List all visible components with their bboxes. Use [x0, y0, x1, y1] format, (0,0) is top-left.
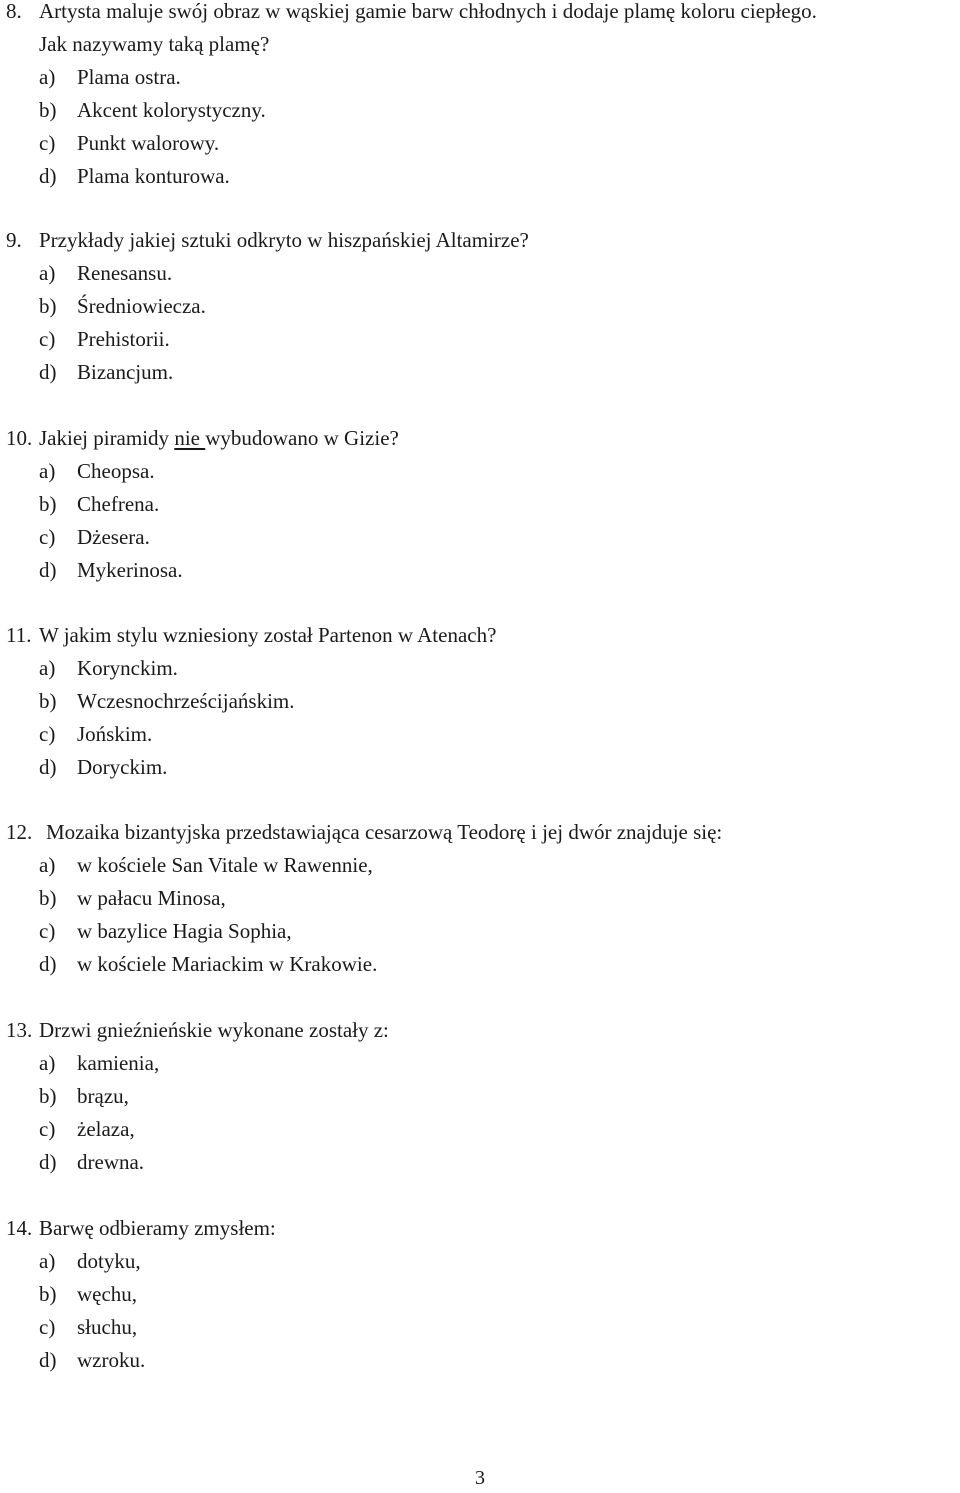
question-13: [0, 1014, 960, 1179]
question-number: 12.: [6, 820, 33, 844]
option-letter: a): [39, 1249, 56, 1273]
question-9: [0, 224, 960, 389]
answer-option: [0, 915, 960, 948]
option-text: brązu,: [77, 1084, 129, 1108]
answer-option: [0, 160, 960, 193]
answer-option: [0, 1146, 960, 1179]
option-letter: d): [39, 164, 57, 188]
option-letter: a): [39, 65, 56, 89]
option-text: w kościele San Vitale w Rawennie,: [77, 853, 373, 877]
option-text: Renesansu.: [77, 261, 173, 285]
option-text: Chefrena.: [77, 492, 160, 516]
answer-option: [0, 455, 960, 488]
question-text-emphasis: nie: [174, 426, 206, 450]
answer-option: [0, 488, 960, 521]
option-text: Cheopsa.: [77, 459, 155, 483]
option-letter: b): [39, 294, 57, 318]
question-text: Przykłady jakiej sztuki odkryto w hiszpańskiej Altamirze?: [39, 228, 529, 252]
question-text-after: wybudowano w Gizie?: [205, 426, 399, 450]
question-number: 10.: [6, 426, 33, 450]
option-text: Plama ostra.: [77, 65, 181, 89]
question-14: [0, 1212, 960, 1377]
question-text: Barwę odbieramy zmysłem:: [39, 1216, 276, 1240]
option-letter: a): [39, 1051, 56, 1075]
option-letter: a): [39, 459, 56, 483]
option-text: Plama konturowa.: [77, 164, 230, 188]
option-text: Akcent kolorystyczny.: [77, 98, 266, 122]
option-letter: b): [39, 886, 57, 910]
option-text: w pałacu Minosa,: [77, 886, 226, 910]
answer-option: [0, 1311, 960, 1344]
option-text: Prehistorii.: [77, 327, 170, 351]
answer-option: [0, 554, 960, 587]
question-number: 14.: [6, 1216, 33, 1240]
option-letter: b): [39, 1084, 57, 1108]
answer-option: [0, 652, 960, 685]
answer-option: [0, 718, 960, 751]
question-line: [0, 422, 960, 455]
answer-option: [0, 685, 960, 718]
option-letter: c): [39, 525, 56, 549]
answer-option: [0, 1113, 960, 1146]
question-number: 8.: [6, 0, 22, 23]
option-text: Jońskim.: [77, 722, 153, 746]
option-text: Dżesera.: [77, 525, 150, 549]
answer-option: [0, 521, 960, 554]
answer-option: [0, 882, 960, 915]
option-text: słuchu,: [77, 1315, 138, 1339]
answer-option: [0, 61, 960, 94]
answer-option: [0, 356, 960, 389]
question-text: Artysta maluje swój obraz w wąskiej gamie barw chłodnych i dodaje plamę koloru ciepłego.: [39, 0, 817, 23]
option-letter: b): [39, 689, 57, 713]
option-text: dotyku,: [77, 1249, 141, 1273]
question-text: Drzwi gnieźnieńskie wykonane zostały z:: [39, 1018, 389, 1042]
option-letter: d): [39, 360, 57, 384]
option-text: Bizancjum.: [77, 360, 174, 384]
question-10: [0, 422, 960, 587]
option-letter: a): [39, 853, 56, 877]
page-number: 3: [475, 1467, 485, 1489]
answer-option: [0, 948, 960, 981]
question-number: 11.: [6, 623, 32, 647]
option-text: Doryckim.: [77, 755, 168, 779]
option-letter: c): [39, 131, 56, 155]
question-12: [0, 816, 960, 981]
answer-option: [0, 849, 960, 882]
question-text-continued: Jak nazywamy taką plamę?: [39, 32, 270, 56]
question-number: 13.: [6, 1018, 33, 1042]
answer-option: [0, 1080, 960, 1113]
option-text: Wczesnochrześcijańskim.: [77, 689, 295, 713]
answer-option: [0, 257, 960, 290]
option-text: wzroku.: [77, 1348, 146, 1372]
question-line: [0, 1212, 960, 1245]
option-letter: d): [39, 1348, 57, 1372]
option-text: żelaza,: [77, 1117, 135, 1141]
option-text: kamienia,: [77, 1051, 160, 1075]
option-letter: d): [39, 755, 57, 779]
question-line: [0, 619, 960, 652]
option-letter: b): [39, 98, 57, 122]
option-letter: b): [39, 1282, 57, 1306]
option-letter: d): [39, 952, 57, 976]
answer-option: [0, 1245, 960, 1278]
question-line: [0, 1014, 960, 1047]
option-letter: b): [39, 492, 57, 516]
option-text: Mykerinosa.: [77, 558, 183, 582]
option-letter: c): [39, 1117, 56, 1141]
option-letter: c): [39, 1315, 56, 1339]
option-text: Punkt walorowy.: [77, 131, 220, 155]
answer-option: [0, 323, 960, 356]
answer-option: [0, 1344, 960, 1377]
option-text: drewna.: [77, 1150, 145, 1174]
option-letter: d): [39, 1150, 57, 1174]
question-line: [0, 0, 960, 28]
question-line-continued: [0, 28, 960, 61]
question-text: Mozaika bizantyjska przedstawiająca cesarzową Teodorę i jej dwór znajduje się:: [46, 820, 723, 844]
option-text: węchu,: [77, 1282, 138, 1306]
answer-option: [0, 94, 960, 127]
question-number: 9.: [6, 228, 22, 252]
option-letter: a): [39, 656, 56, 680]
question-11: [0, 619, 960, 784]
option-text: Korynckim.: [77, 656, 178, 680]
option-letter: c): [39, 919, 56, 943]
option-text: Średniowiecza.: [77, 294, 206, 318]
answer-option: [0, 751, 960, 784]
question-text-before: Jakiej piramidy: [39, 426, 175, 450]
answer-option: [0, 1047, 960, 1080]
option-text: w bazylice Hagia Sophia,: [77, 919, 292, 943]
answer-option: [0, 127, 960, 160]
option-letter: c): [39, 722, 56, 746]
option-letter: d): [39, 558, 57, 582]
answer-option: [0, 1278, 960, 1311]
question-8: [0, 0, 960, 193]
option-letter: a): [39, 261, 56, 285]
option-letter: c): [39, 327, 56, 351]
option-text: w kościele Mariackim w Krakowie.: [77, 952, 378, 976]
question-line: [0, 224, 960, 257]
question-text: W jakim stylu wzniesiony został Partenon w Atenach?: [39, 623, 497, 647]
question-text: [39, 422, 399, 455]
answer-option: [0, 290, 960, 323]
question-line: [0, 816, 960, 849]
